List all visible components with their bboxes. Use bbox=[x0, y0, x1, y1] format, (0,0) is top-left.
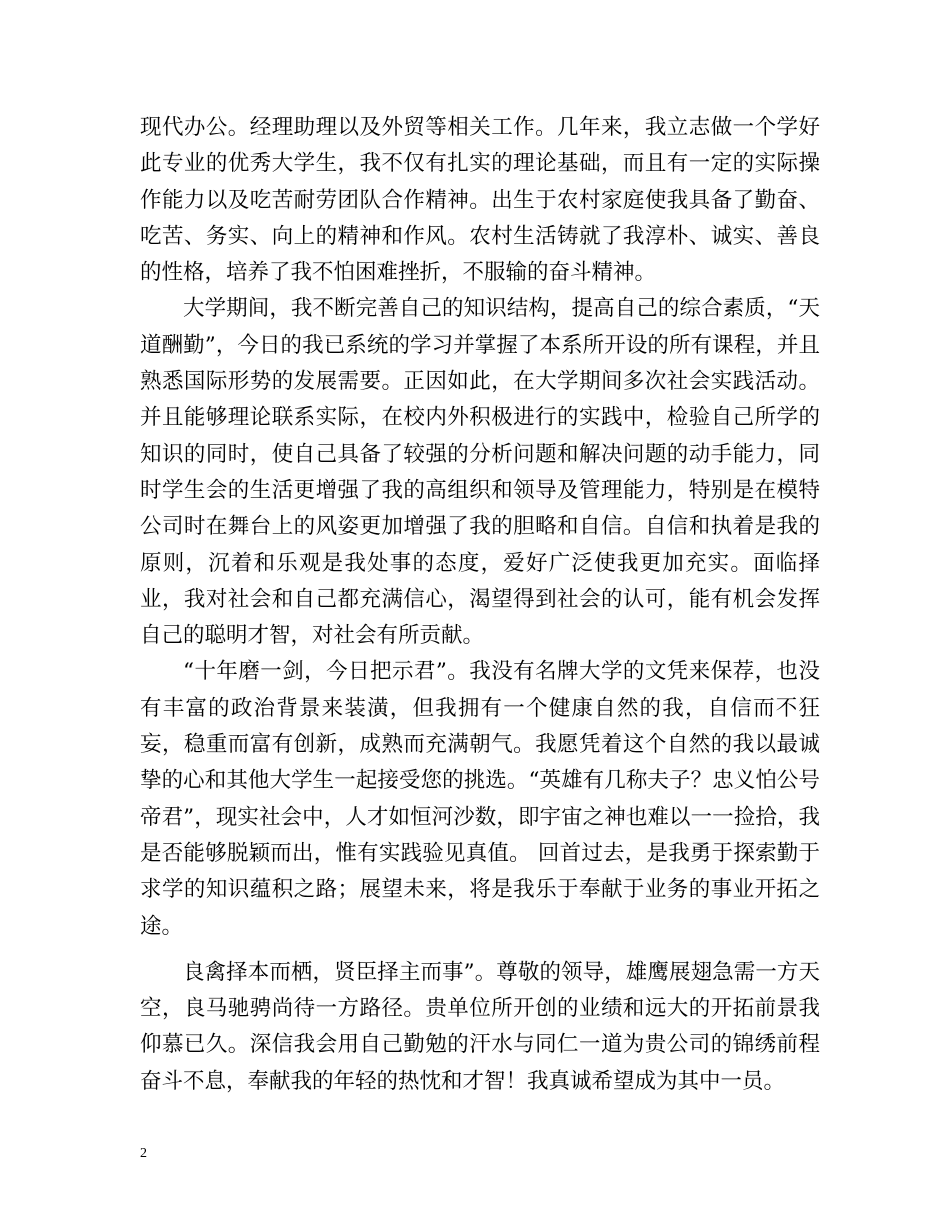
paragraph-ten-years: “十年磨一剑，今日把示君”。我没有名牌大学的文凭来保荐，也没有丰富的政治背景来装潢，但我拥有一个健康自然的我，自信而不狂妄，稳重而富有创新，成熟而充满朝气。我愿凭着这个自然的我以最诚挚的心和其他大学生一起接受您的挑选。“英雄有几称夫子？忠义怕公号帝君”，现实社会中，人才如恒河沙数，即宇宙之神也难以一一捡拾，我是否能够脱颖而出，惟有实践验见真值。 回首过去，是我勇于探索勤于求学的知识蕴积之路；展望未来，将是我乐于奉献于业务的事业开拓之途。 bbox=[140, 659, 820, 939]
page-number: 2 bbox=[140, 1146, 147, 1161]
paragraph-closing: 良禽择本而栖，贤臣择主而事”。尊敬的领导，雄鹰展翅急需一方天空，良马驰骋尚待一方路径。贵单位所开创的业绩和远大的开拓前景我仰慕已久。深信我会用自己勤勉的汗水与同仁一道为贵公司的锦绣前程奋斗不息，奉献我的年轻的热忱和才智！我真诚希望成为其中一员。 bbox=[140, 959, 820, 1094]
paragraph-continuation: 现代办公。经理助理以及外贸等相关工作。几年来，我立志做一个学好此专业的优秀大学生，我不仅有扎实的理论基础，而且有一定的实际操作能力以及吃苦耐劳团队合作精神。出生于农村家庭使我具备了勤奋、吃苦、务实、向上的精神和作风。农村生活铸就了我淳朴、诚实、善良的性格，培养了我不怕困难挫折，不服输的奋斗精神。 bbox=[140, 115, 820, 286]
paragraph-university: 大学期间，我不断完善自己的知识结构，提高自己的综合素质，“天道酬勤”，今日的我已系统的学习并掌握了本系所开设的所有课程，并且熟悉国际形势的发展需要。正因如此，在大学期间多次社会实践活动。并且能够理论联系实际，在校内外积极进行的实践中，检验自己所学的知识的同时，使自己具备了较强的分析问题和解决问题的动手能力，同时学生会的生活更增强了我的高组织和领导及管理能力，特别是在模特公司时在舞台上的风姿更加增强了我的胆略和自信。自信和执着是我的原则，沉着和乐观是我处事的态度，爱好广泛使我更加充实。面临择业，我对社会和自己都充满信心，渴望得到社会的认可，能有机会发挥自己的聪明才智，对社会有所贡献。 bbox=[140, 296, 820, 649]
document-body bbox=[140, 110, 820, 1100]
